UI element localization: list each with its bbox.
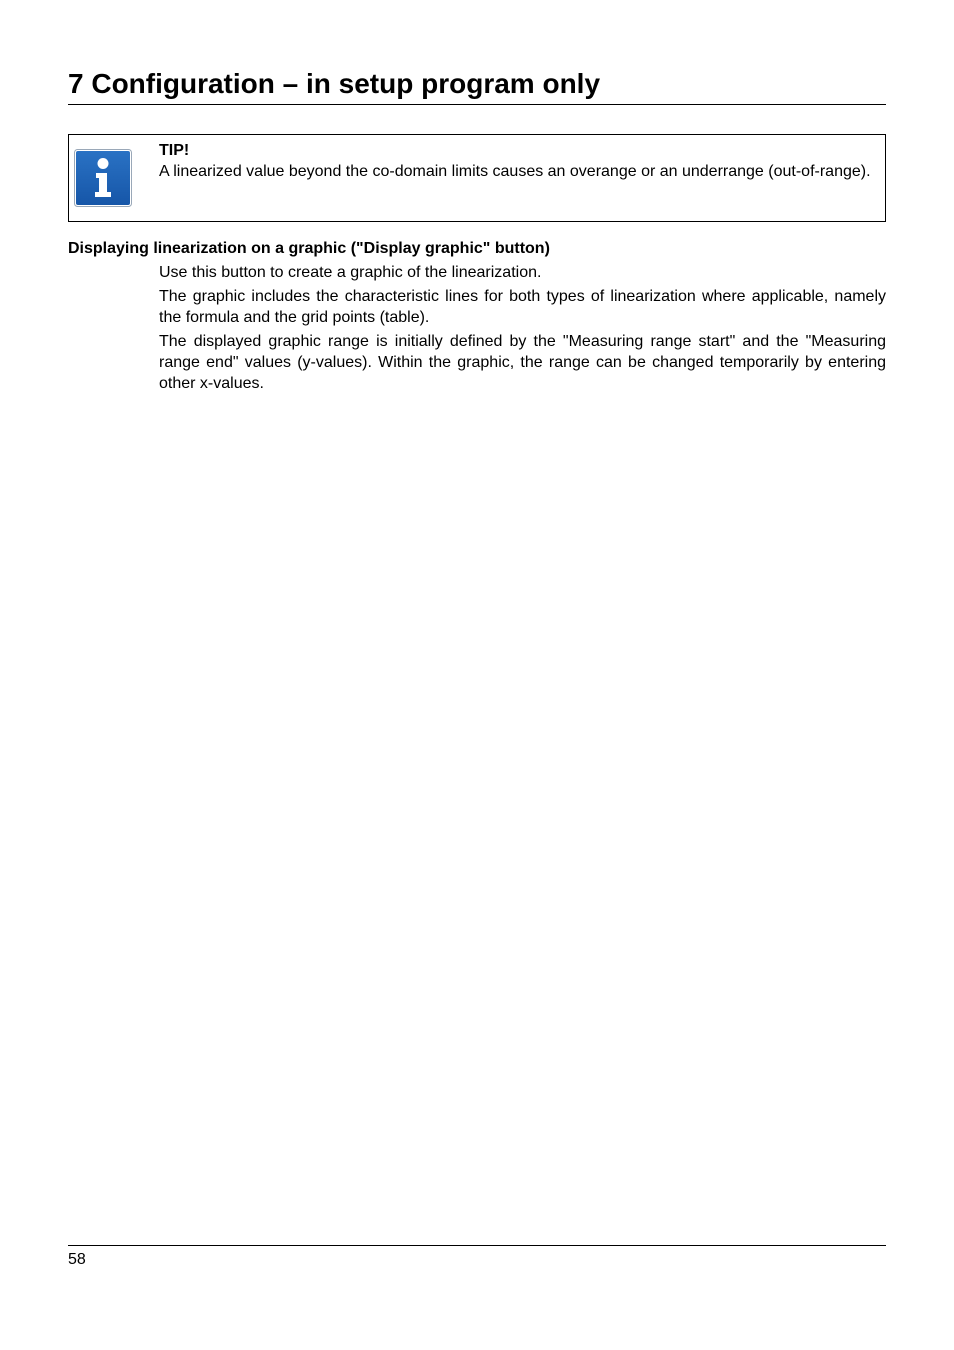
section-heading: Displaying linearization on a graphic ("Display graphic" button) bbox=[68, 240, 550, 257]
tip-box bbox=[68, 134, 886, 222]
page-number: 58 bbox=[68, 1251, 86, 1268]
footer-divider bbox=[68, 1245, 886, 1246]
tip-content bbox=[159, 140, 883, 182]
tip-text: A linearized value beyond the co-domain limits causes an overange or an underrange (out-of-range). bbox=[159, 163, 871, 180]
body-paragraph: The graphic includes the characteristic lines for both types of linearization where applicable, namely the formula and the grid points (table). bbox=[159, 288, 886, 326]
body-paragraph: The displayed graphic range is initially defined by the "Measuring range start" and the "Measuring range end" values (y-values). Within the graphic, the range can be changed temporarily by entering other x-values. bbox=[159, 333, 886, 392]
chapter-title: 7 Configuration – in setup program only bbox=[68, 68, 601, 99]
body-paragraph: Use this button to create a graphic of the linearization. bbox=[159, 264, 542, 281]
title-divider bbox=[68, 104, 886, 105]
tip-label: TIP! bbox=[159, 142, 190, 159]
section-body bbox=[159, 262, 886, 397]
info-icon bbox=[74, 149, 132, 207]
